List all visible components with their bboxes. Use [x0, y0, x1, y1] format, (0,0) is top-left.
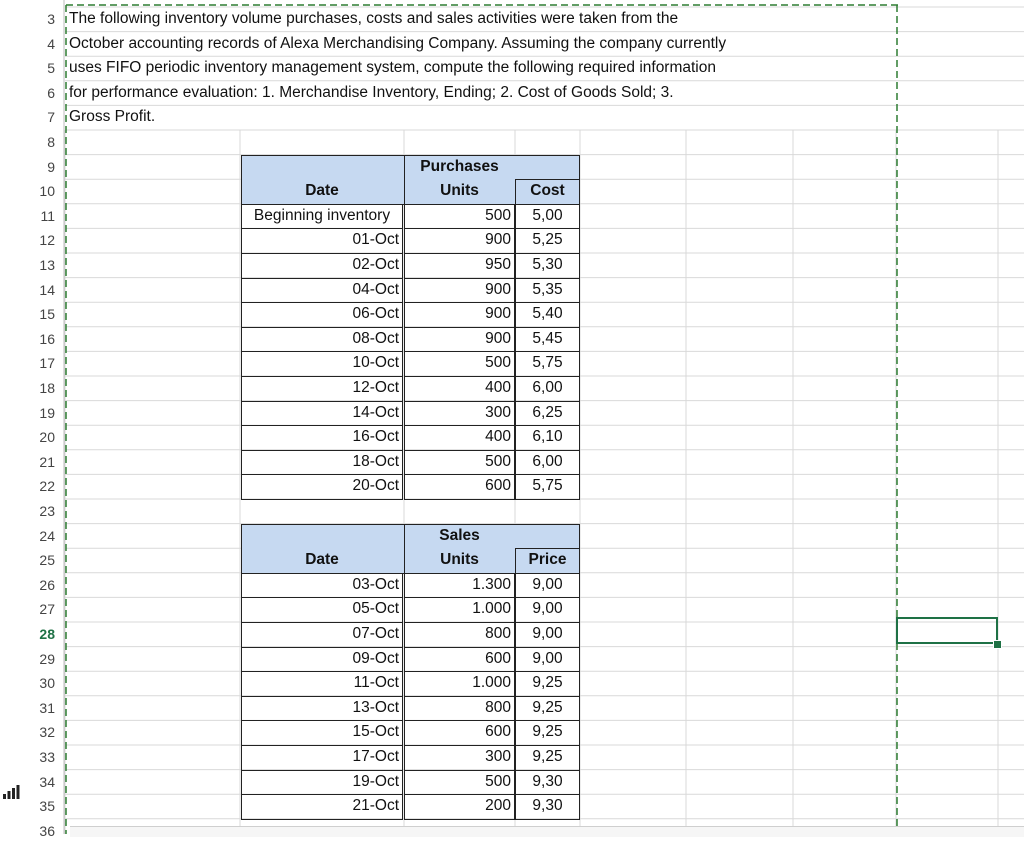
value-cell[interactable]: 9,30 [532, 797, 563, 815]
row-number[interactable]: 12 [39, 232, 55, 249]
date-cell[interactable]: 16-Oct [352, 428, 399, 446]
units-cell[interactable]: 500 [485, 772, 511, 790]
value-cell[interactable]: 9,30 [532, 772, 563, 790]
date-cell[interactable]: Beginning inventory [253, 206, 391, 224]
value-cell[interactable]: 9,25 [532, 748, 563, 765]
units-cell[interactable]: 500 [485, 354, 511, 372]
units-cell[interactable]: 300 [485, 748, 511, 765]
value-cell[interactable]: 5,75 [532, 477, 563, 495]
group-header[interactable]: Sales [404, 524, 515, 548]
row-number[interactable]: 36 [39, 822, 55, 839]
row-number[interactable]: 9 [47, 158, 55, 175]
date-cell[interactable]: 06-Oct [352, 305, 399, 323]
problem-text-line: The following inventory volume purchases, costs and sales activities were taken from the [69, 10, 679, 27]
units-cell[interactable]: 400 [485, 379, 511, 396]
row-number[interactable]: 24 [39, 527, 55, 544]
value-cell[interactable]: 5,35 [532, 280, 563, 298]
units-cell[interactable]: 900 [485, 305, 511, 323]
value-cell[interactable]: 5,00 [532, 206, 563, 224]
selected-cell[interactable] [896, 617, 998, 644]
row-number[interactable]: 14 [39, 281, 55, 298]
units-cell[interactable]: 600 [485, 649, 511, 667]
row-number[interactable]: 16 [39, 330, 55, 347]
row-number[interactable]: 13 [39, 257, 55, 273]
cost-header[interactable]: Cost [515, 179, 580, 203]
value-cell[interactable]: 5,40 [532, 305, 563, 323]
date-cell[interactable]: 10-Oct [352, 354, 399, 372]
date-cell[interactable]: 19-Oct [352, 772, 399, 790]
date-cell[interactable]: 21-Oct [352, 797, 399, 815]
date-cell[interactable]: 11-Oct [353, 674, 399, 692]
date-header[interactable]: Date [241, 179, 403, 203]
date-cell[interactable]: 12-Oct [352, 379, 399, 396]
units-cell[interactable]: 900 [485, 329, 511, 347]
problem-text-line: for performance evaluation: 1. Merchandise Inventory, Ending; 2. Cost of Goods Sold; 3. [69, 83, 674, 101]
value-cell[interactable]: 9,00 [532, 625, 563, 642]
row-number[interactable]: 17 [39, 355, 55, 372]
value-cell[interactable]: 9,25 [532, 674, 563, 692]
value-cell[interactable]: 9,00 [532, 600, 563, 618]
date-cell[interactable]: 02-Oct [352, 256, 399, 273]
row-number[interactable]: 31 [39, 699, 55, 716]
row-number[interactable]: 28 [39, 626, 55, 642]
price-header[interactable]: Price [515, 548, 580, 572]
row-number[interactable]: 21 [39, 453, 55, 470]
units-cell[interactable]: 500 [485, 206, 511, 224]
row-number[interactable]: 6 [47, 84, 55, 101]
units-header[interactable]: Units [404, 548, 515, 572]
date-cell[interactable]: 14-Oct [352, 403, 399, 421]
problem-text-line: uses FIFO periodic inventory management system, compute the following required information [69, 59, 716, 77]
date-cell[interactable]: 01-Oct [352, 231, 399, 249]
units-cell[interactable]: 1.000 [472, 674, 511, 692]
row-number[interactable]: 20 [39, 429, 55, 446]
row-number[interactable]: 26 [39, 576, 55, 593]
units-cell[interactable]: 950 [485, 256, 511, 273]
value-cell[interactable]: 6,25 [532, 403, 563, 421]
units-cell[interactable]: 300 [485, 403, 511, 421]
row-number[interactable]: 11 [40, 207, 55, 224]
row-number[interactable]: 27 [39, 601, 55, 618]
date-cell[interactable]: 13-Oct [352, 698, 399, 716]
row-number[interactable]: 22 [39, 478, 55, 495]
units-cell[interactable]: 600 [485, 723, 511, 741]
value-cell[interactable]: 6,00 [532, 379, 563, 396]
value-cell[interactable]: 5,25 [532, 231, 563, 249]
row-number[interactable]: 30 [39, 675, 55, 692]
problem-text-line: October accounting records of Alexa Merchandising Company. Assuming the company currently [69, 34, 727, 52]
row-number[interactable]: 25 [39, 552, 55, 569]
date-cell[interactable]: 07-Oct [352, 625, 399, 642]
date-cell[interactable]: 03-Oct [352, 575, 399, 593]
row-number[interactable]: 4 [47, 35, 55, 52]
row-number[interactable]: 10 [39, 183, 55, 200]
date-cell[interactable]: 15-Oct [352, 723, 399, 741]
problem-text[interactable] [69, 7, 809, 130]
date-cell[interactable]: 18-Oct [352, 452, 399, 470]
value-cell[interactable]: 6,00 [532, 452, 563, 470]
problem-text-line: Gross Profit. [69, 108, 156, 126]
value-cell[interactable]: 5,30 [532, 256, 563, 273]
value-cell[interactable]: 9,25 [532, 698, 563, 716]
row-number[interactable]: 8 [47, 134, 55, 150]
row-number[interactable]: 5 [47, 60, 55, 77]
date-cell[interactable]: 04-Oct [352, 280, 399, 298]
row-number[interactable]: 29 [39, 650, 55, 667]
date-cell[interactable]: 08-Oct [352, 329, 399, 347]
value-cell[interactable]: 9,25 [532, 723, 563, 741]
units-cell[interactable]: 200 [485, 797, 511, 815]
row-number[interactable]: 23 [39, 503, 55, 519]
units-cell[interactable]: 1.300 [472, 575, 511, 593]
value-cell[interactable]: 9,00 [532, 649, 563, 667]
value-cell[interactable]: 5,75 [532, 354, 563, 372]
units-cell[interactable]: 900 [485, 231, 511, 249]
horizontal-scrollbar[interactable] [70, 826, 1024, 837]
row-number[interactable]: 35 [39, 798, 55, 815]
date-cell[interactable]: 20-Oct [352, 477, 399, 495]
row-number[interactable]: 18 [39, 380, 55, 396]
units-cell[interactable]: 1.000 [472, 600, 511, 618]
row-number[interactable]: 32 [39, 724, 55, 741]
date-header[interactable]: Date [241, 548, 403, 572]
units-cell[interactable]: 600 [485, 477, 511, 495]
value-cell[interactable]: 9,00 [532, 575, 563, 593]
units-cell[interactable]: 800 [485, 698, 511, 716]
units-header[interactable]: Units [404, 179, 515, 203]
fill-handle[interactable] [993, 640, 1002, 649]
units-cell[interactable]: 400 [485, 428, 511, 446]
value-cell[interactable]: 5,45 [532, 329, 563, 347]
units-cell[interactable]: 500 [485, 452, 511, 470]
row-number[interactable]: 34 [39, 773, 55, 790]
date-cell[interactable]: 05-Oct [352, 600, 399, 618]
signal-bars-icon [2, 784, 20, 800]
row-number[interactable]: 7 [47, 109, 55, 126]
date-cell[interactable]: 09-Oct [352, 649, 399, 667]
units-cell[interactable]: 900 [485, 280, 511, 298]
group-header[interactable]: Purchases [404, 155, 515, 179]
row-number[interactable]: 33 [39, 749, 55, 765]
row-number[interactable]: 19 [39, 404, 55, 421]
date-cell[interactable]: 17-Oct [352, 748, 399, 765]
value-cell[interactable]: 6,10 [532, 428, 563, 446]
units-cell[interactable]: 800 [485, 625, 511, 642]
row-number[interactable]: 15 [39, 306, 55, 323]
row-number[interactable]: 3 [47, 11, 55, 27]
